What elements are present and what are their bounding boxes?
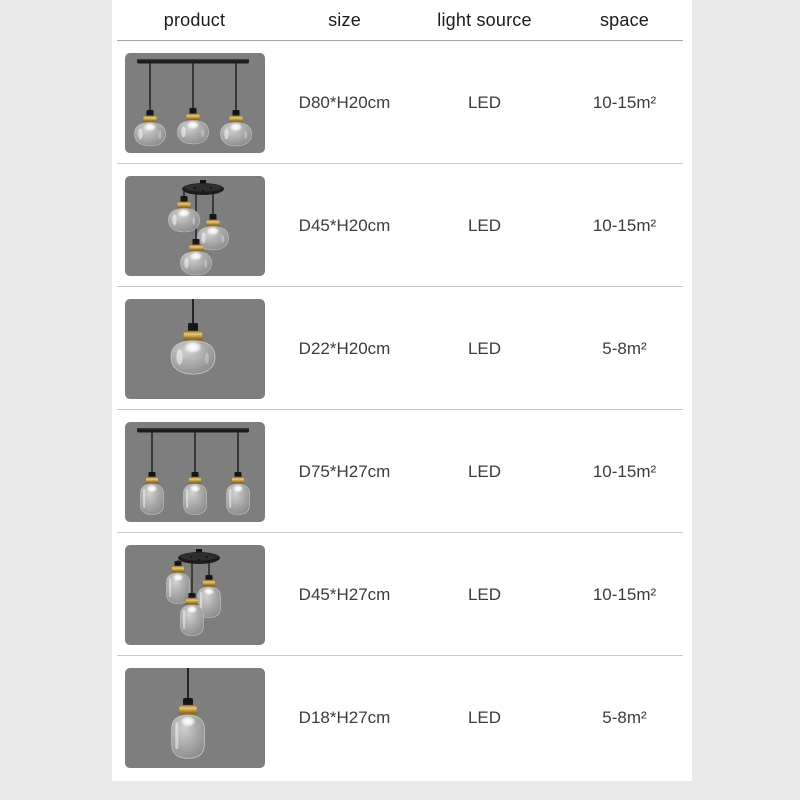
pendant-lamp-triple-linear-dome-image: [125, 53, 265, 153]
size-value: D45*H20cm: [298, 215, 391, 235]
pendant-lamp-triple-round-jar-image: [125, 545, 265, 645]
product-cell: [112, 422, 277, 522]
space-value: 10-15m²: [592, 461, 657, 481]
space-value: 10-15m²: [592, 584, 657, 604]
product-cell: [112, 176, 277, 276]
space-value: 10-15m²: [592, 92, 657, 112]
table-row: [112, 656, 692, 779]
size-value: D18*H27cm: [298, 707, 391, 727]
light-source-value: LED: [467, 215, 502, 235]
size-value: D75*H27cm: [298, 461, 391, 481]
column-header-size: size: [328, 10, 361, 30]
size-value: D45*H27cm: [298, 584, 391, 604]
table-row: [112, 287, 692, 410]
pendant-lamp-triple-round-dome-image: [125, 176, 265, 276]
light-source-value: LED: [467, 707, 502, 727]
light-source-value: LED: [467, 584, 502, 604]
size-value: D22*H20cm: [298, 338, 391, 358]
pendant-lamp-single-dome-image: [125, 299, 265, 399]
table-row: [112, 41, 692, 164]
column-header-product: product: [163, 10, 226, 30]
product-cell: [112, 299, 277, 399]
size-value: D80*H20cm: [298, 92, 391, 112]
pendant-lamp-triple-linear-jar-image: [125, 422, 265, 522]
table-row: [112, 164, 692, 287]
table-row: [112, 533, 692, 656]
column-header-light-source: light source: [437, 10, 532, 30]
light-source-value: LED: [467, 92, 502, 112]
product-cell: [112, 545, 277, 645]
space-value: 10-15m²: [592, 215, 657, 235]
product-cell: [112, 668, 277, 768]
product-cell: [112, 53, 277, 153]
space-value: 5-8m²: [602, 707, 647, 727]
column-header-space: space: [599, 10, 650, 30]
light-source-value: LED: [467, 338, 502, 358]
pendant-lamp-single-jar-image: [125, 668, 265, 768]
table-row: [112, 410, 692, 533]
spec-table: [112, 0, 692, 781]
space-value: 5-8m²: [602, 338, 647, 358]
light-source-value: LED: [467, 461, 502, 481]
table-header: [112, 0, 692, 41]
